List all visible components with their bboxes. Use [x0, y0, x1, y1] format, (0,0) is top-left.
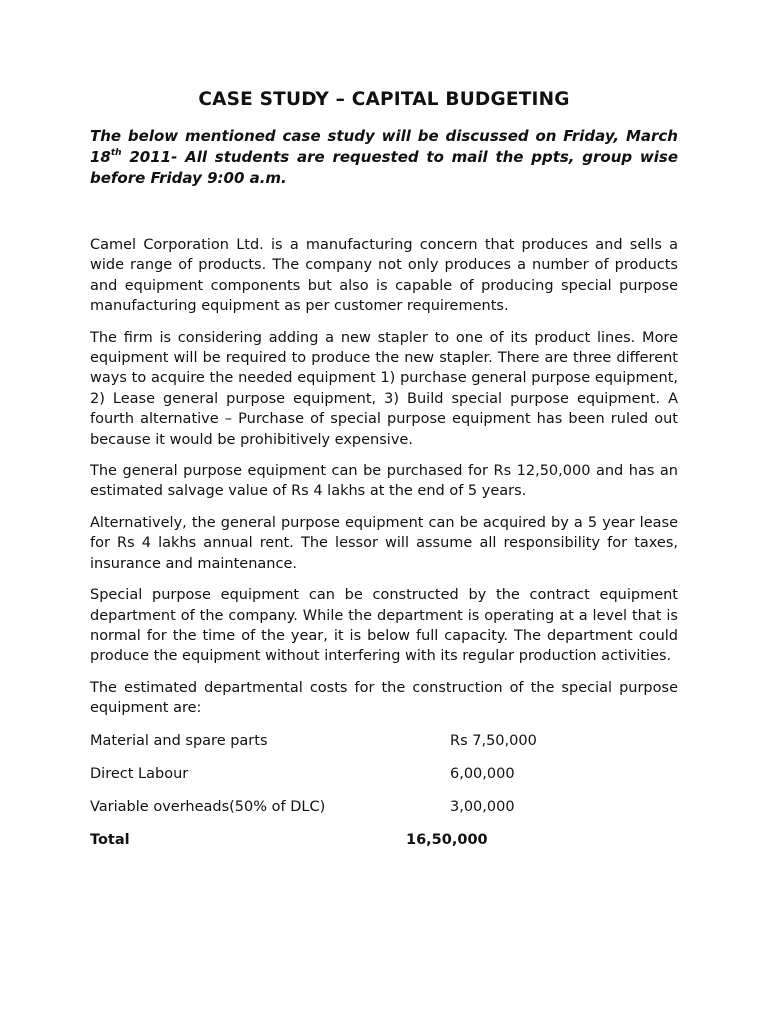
document-page	[90, 88, 678, 862]
cost-label: Direct Labour	[90, 765, 189, 782]
document-title: CASE STUDY – CAPITAL BUDGETING	[198, 89, 570, 110]
total-label: Total	[90, 831, 130, 848]
intro-text-part2: 2011- All students are requested to mail the ppts, group wise before Friday 9:00 a.m.	[90, 148, 678, 187]
intro-superscript: th	[110, 148, 122, 158]
cost-value: Rs 7,50,000	[450, 732, 537, 749]
cost-label: Variable overheads(50% of DLC)	[90, 798, 326, 815]
paragraph-stapler-options: The firm is considering adding a new stapler to one of its product lines. More equipment will be required to produce the new stapler. There are three different ways to acquire the needed equipment 1) purchase general purpose equipment, 2) Lease general purpose equipment, 3) Build special purpose equipment. A fourth alternative – Purchase of special purpose equipment has been ruled out because it would be prohibitively expensive.	[90, 329, 678, 448]
cost-row	[90, 730, 678, 752]
paragraph-company-overview: Camel Corporation Ltd. is a manufacturing concern that produces and sells a wide range of products. The company not only produces a number of products and equipment components but also is capable of producing special purpose manufacturing equipment as per customer requirements.	[90, 237, 678, 315]
paragraph-lease-option: Alternatively, the general purpose equipment can be acquired by a 5 year lease for Rs 4 lakhs annual rent. The lessor will assume all responsibility for taxes, insurance and maintenance.	[90, 514, 678, 572]
paragraph-build-option: Special purpose equipment can be constructed by the contract equipment department of the company. While the department is operating at a level that is normal for the time of the year, it is below full capacity. The department could produce the equipment without interfering with its regular production activities.	[90, 587, 678, 665]
intro-text-part1: The below mentioned case study will be discussed on Friday, March 18	[90, 127, 678, 166]
cost-table	[90, 730, 678, 851]
intro-notice	[90, 126, 678, 189]
cost-value: 3,00,000	[450, 798, 515, 815]
paragraph-cost-intro: The estimated departmental costs for the construction of the special purpose equipment are:	[90, 679, 678, 717]
cost-label: Material and spare parts	[90, 732, 268, 749]
cost-value: 6,00,000	[450, 765, 515, 782]
total-row	[90, 829, 678, 851]
cost-row	[90, 763, 678, 785]
cost-row	[90, 796, 678, 818]
total-value: 16,50,000	[406, 831, 488, 848]
paragraph-purchase-option: The general purpose equipment can be purchased for Rs 12,50,000 and has an estimated salvage value of Rs 4 lakhs at the end of 5 years.	[90, 463, 678, 500]
